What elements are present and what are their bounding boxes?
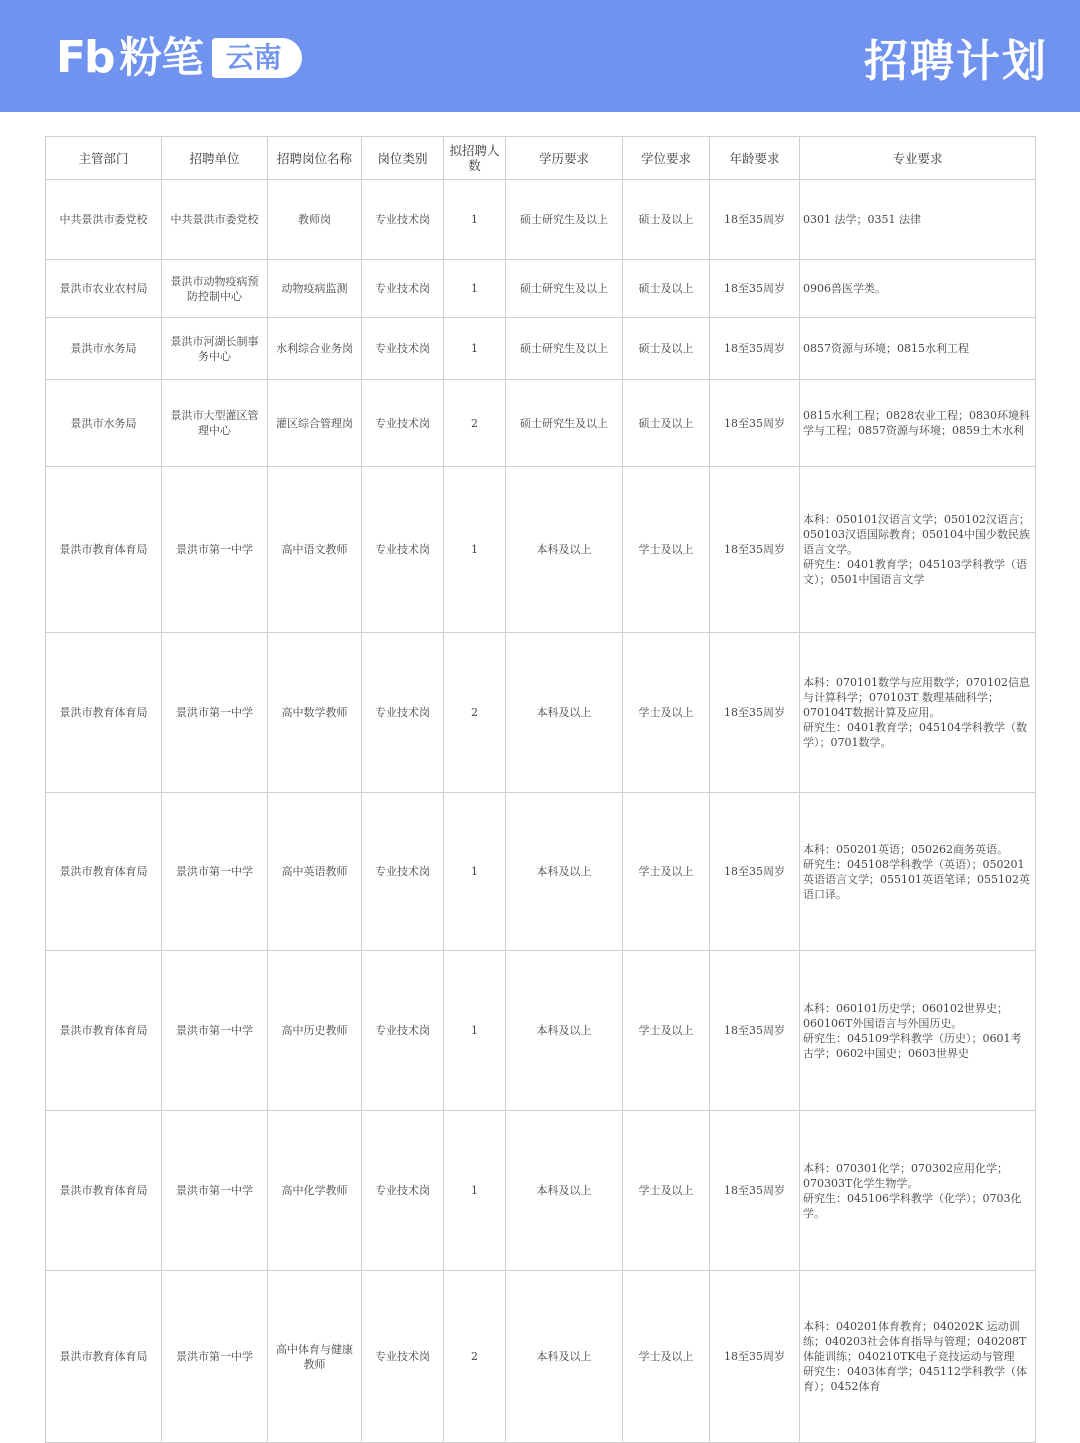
dept-cell: 景洪市教育体育局 bbox=[46, 793, 162, 951]
position-cell: 高中历史教师 bbox=[268, 951, 362, 1111]
major-graduate: 研究生：045109学科教学（历史）；0601考古学；0602中国史；0603世界史 bbox=[803, 1031, 1022, 1060]
education-cell: 本科及以上 bbox=[506, 1271, 623, 1443]
header-banner bbox=[0, 0, 1080, 112]
major-cell bbox=[800, 260, 1036, 318]
degree-cell: 学士及以上 bbox=[623, 951, 710, 1111]
major-undergrad: 本科：070301化学；070302应用化学；070303T化学生物学。 bbox=[803, 1161, 1008, 1190]
degree-cell: 学士及以上 bbox=[623, 1271, 710, 1443]
degree-cell: 硕士及以上 bbox=[623, 380, 710, 467]
major-text: 0857资源与环境；0815水利工程 bbox=[803, 342, 969, 355]
position-cell: 水利综合业务岗 bbox=[268, 318, 362, 380]
major-cell bbox=[800, 1271, 1036, 1443]
category-cell: 专业技术岗 bbox=[362, 380, 444, 467]
dept-cell: 景洪市教育体育局 bbox=[46, 467, 162, 633]
education-cell: 硕士研究生及以上 bbox=[506, 260, 623, 318]
education-cell: 本科及以上 bbox=[506, 467, 623, 633]
degree-cell: 硕士及以上 bbox=[623, 260, 710, 318]
category-cell: 专业技术岗 bbox=[362, 467, 444, 633]
position-cell: 高中数学教师 bbox=[268, 633, 362, 793]
logo-mark: Fb bbox=[56, 32, 114, 83]
position-cell: 动物疫病监测 bbox=[268, 260, 362, 318]
degree-cell: 学士及以上 bbox=[623, 793, 710, 951]
count-cell: 1 bbox=[444, 318, 506, 380]
unit-cell: 景洪市第一中学 bbox=[162, 1111, 268, 1271]
position-cell: 高中化学教师 bbox=[268, 1111, 362, 1271]
major-cell bbox=[800, 633, 1036, 793]
dept-cell: 景洪市农业农村局 bbox=[46, 260, 162, 318]
column-header: 学位要求 bbox=[623, 137, 710, 180]
table-row bbox=[46, 318, 1036, 380]
age-cell: 18至35周岁 bbox=[710, 467, 800, 633]
table-row bbox=[46, 633, 1036, 793]
education-cell: 本科及以上 bbox=[506, 951, 623, 1111]
dept-cell: 景洪市教育体育局 bbox=[46, 633, 162, 793]
column-header: 招聘单位 bbox=[162, 137, 268, 180]
column-header: 拟招聘人数 bbox=[444, 137, 506, 180]
age-cell: 18至35周岁 bbox=[710, 180, 800, 260]
table-row bbox=[46, 793, 1036, 951]
major-text: 0301 法学；0351 法律 bbox=[803, 213, 921, 226]
major-cell bbox=[800, 951, 1036, 1111]
brand-logo bbox=[56, 34, 302, 82]
table-row bbox=[46, 180, 1036, 260]
major-text: 0815水利工程；0828农业工程；0830环境科学与工程；0857资源与环境；0859土木水利 bbox=[803, 409, 1030, 437]
position-cell: 高中英语教师 bbox=[268, 793, 362, 951]
age-cell: 18至35周岁 bbox=[710, 951, 800, 1111]
count-cell: 2 bbox=[444, 633, 506, 793]
position-cell: 高中语文教师 bbox=[268, 467, 362, 633]
unit-cell: 景洪市第一中学 bbox=[162, 633, 268, 793]
count-cell: 1 bbox=[444, 951, 506, 1111]
count-cell: 1 bbox=[444, 793, 506, 951]
education-cell: 本科及以上 bbox=[506, 1111, 623, 1271]
age-cell: 18至35周岁 bbox=[710, 793, 800, 951]
education-cell: 本科及以上 bbox=[506, 793, 623, 951]
degree-cell: 学士及以上 bbox=[623, 1111, 710, 1271]
count-cell: 1 bbox=[444, 1111, 506, 1271]
major-graduate: 研究生：0403体育学；045112学科教学（体育）；0452体育 bbox=[803, 1365, 1027, 1393]
major-undergrad: 本科：050201英语；050262商务英语。 bbox=[803, 842, 1008, 856]
region-badge: 云南 bbox=[212, 38, 302, 78]
column-header: 年龄要求 bbox=[710, 137, 800, 180]
logo-name: 粉笔 bbox=[119, 33, 204, 82]
column-header: 主管部门 bbox=[46, 137, 162, 180]
count-cell: 1 bbox=[444, 260, 506, 318]
category-cell: 专业技术岗 bbox=[362, 260, 444, 318]
column-header: 岗位类别 bbox=[362, 137, 444, 180]
education-cell: 硕士研究生及以上 bbox=[506, 380, 623, 467]
major-cell bbox=[800, 1111, 1036, 1271]
category-cell: 专业技术岗 bbox=[362, 951, 444, 1111]
category-cell: 专业技术岗 bbox=[362, 318, 444, 380]
education-cell: 本科及以上 bbox=[506, 633, 623, 793]
degree-cell: 学士及以上 bbox=[623, 633, 710, 793]
category-cell: 专业技术岗 bbox=[362, 1271, 444, 1443]
count-cell: 2 bbox=[444, 380, 506, 467]
table-header-row bbox=[46, 137, 1036, 180]
category-cell: 专业技术岗 bbox=[362, 1111, 444, 1271]
major-graduate: 研究生：0401教育学；045104学科教学（数学）；0701数学。 bbox=[803, 721, 1027, 749]
page-title: 招聘计划 bbox=[864, 36, 1048, 87]
recruitment-table bbox=[45, 136, 1036, 1443]
education-cell: 硕士研究生及以上 bbox=[506, 180, 623, 260]
position-cell: 灌区综合管理岗 bbox=[268, 380, 362, 467]
major-cell bbox=[800, 380, 1036, 467]
column-header: 招聘岗位名称 bbox=[268, 137, 362, 180]
position-cell: 高中体育与健康教师 bbox=[268, 1271, 362, 1443]
major-cell bbox=[800, 793, 1036, 951]
dept-cell: 景洪市水务局 bbox=[46, 318, 162, 380]
position-cell: 教师岗 bbox=[268, 180, 362, 260]
dept-cell: 景洪市教育体育局 bbox=[46, 1271, 162, 1443]
major-graduate: 研究生：0401教育学；045103学科教学（语文）；0501中国语言文学 bbox=[803, 558, 1027, 586]
age-cell: 18至35周岁 bbox=[710, 633, 800, 793]
major-undergrad: 本科：040201体育教育；040202K 运动训练；040203社会体育指导与管理；040208T体能训练；040210TK电子竞技运动与管理 bbox=[803, 1320, 1027, 1363]
dept-cell: 景洪市水务局 bbox=[46, 380, 162, 467]
age-cell: 18至35周岁 bbox=[710, 380, 800, 467]
category-cell: 专业技术岗 bbox=[362, 633, 444, 793]
table-row bbox=[46, 1271, 1036, 1443]
unit-cell: 中共景洪市委党校 bbox=[162, 180, 268, 260]
education-cell: 硕士研究生及以上 bbox=[506, 318, 623, 380]
unit-cell: 景洪市第一中学 bbox=[162, 467, 268, 633]
major-text: 0906兽医学类。 bbox=[803, 282, 886, 295]
age-cell: 18至35周岁 bbox=[710, 260, 800, 318]
major-undergrad: 本科：050101汉语言文学；050102汉语言；050103汉语国际教育；050104中国少数民族语言文学。 bbox=[803, 513, 1030, 556]
dept-cell: 景洪市教育体育局 bbox=[46, 951, 162, 1111]
dept-cell: 中共景洪市委党校 bbox=[46, 180, 162, 260]
column-header: 学历要求 bbox=[506, 137, 623, 180]
count-cell: 1 bbox=[444, 180, 506, 260]
major-cell bbox=[800, 467, 1036, 633]
category-cell: 专业技术岗 bbox=[362, 793, 444, 951]
degree-cell: 学士及以上 bbox=[623, 467, 710, 633]
unit-cell: 景洪市第一中学 bbox=[162, 951, 268, 1111]
age-cell: 18至35周岁 bbox=[710, 1111, 800, 1271]
major-undergrad: 本科：070101数学与应用数学；070102信息与计算科学；070103T 数理基础科学；070104T数据计算及应用。 bbox=[803, 676, 1030, 719]
category-cell: 专业技术岗 bbox=[362, 180, 444, 260]
unit-cell: 景洪市大型灌区管理中心 bbox=[162, 380, 268, 467]
unit-cell: 景洪市第一中学 bbox=[162, 1271, 268, 1443]
degree-cell: 硕士及以上 bbox=[623, 180, 710, 260]
age-cell: 18至35周岁 bbox=[710, 318, 800, 380]
table-row bbox=[46, 260, 1036, 318]
unit-cell: 景洪市动物疫病预防控制中心 bbox=[162, 260, 268, 318]
table-row bbox=[46, 467, 1036, 633]
major-graduate: 研究生：045106学科教学（化学）；0703化学。 bbox=[803, 1191, 1022, 1220]
age-cell: 18至35周岁 bbox=[710, 1271, 800, 1443]
table-row bbox=[46, 380, 1036, 467]
major-cell bbox=[800, 180, 1036, 260]
unit-cell: 景洪市第一中学 bbox=[162, 793, 268, 951]
table-row bbox=[46, 1111, 1036, 1271]
column-header: 专业要求 bbox=[800, 137, 1036, 180]
major-cell bbox=[800, 318, 1036, 380]
major-undergrad: 本科：060101历史学；060102世界史；060106T外国语言与外国历史。 bbox=[803, 1001, 1008, 1030]
dept-cell: 景洪市教育体育局 bbox=[46, 1111, 162, 1271]
table-row bbox=[46, 951, 1036, 1111]
count-cell: 1 bbox=[444, 467, 506, 633]
major-graduate: 研究生：045108学科教学（英语）；050201英语语言文学；055101英语笔译；055102英语口译。 bbox=[803, 857, 1030, 901]
count-cell: 2 bbox=[444, 1271, 506, 1443]
degree-cell: 硕士及以上 bbox=[623, 318, 710, 380]
unit-cell: 景洪市河湖长制事务中心 bbox=[162, 318, 268, 380]
